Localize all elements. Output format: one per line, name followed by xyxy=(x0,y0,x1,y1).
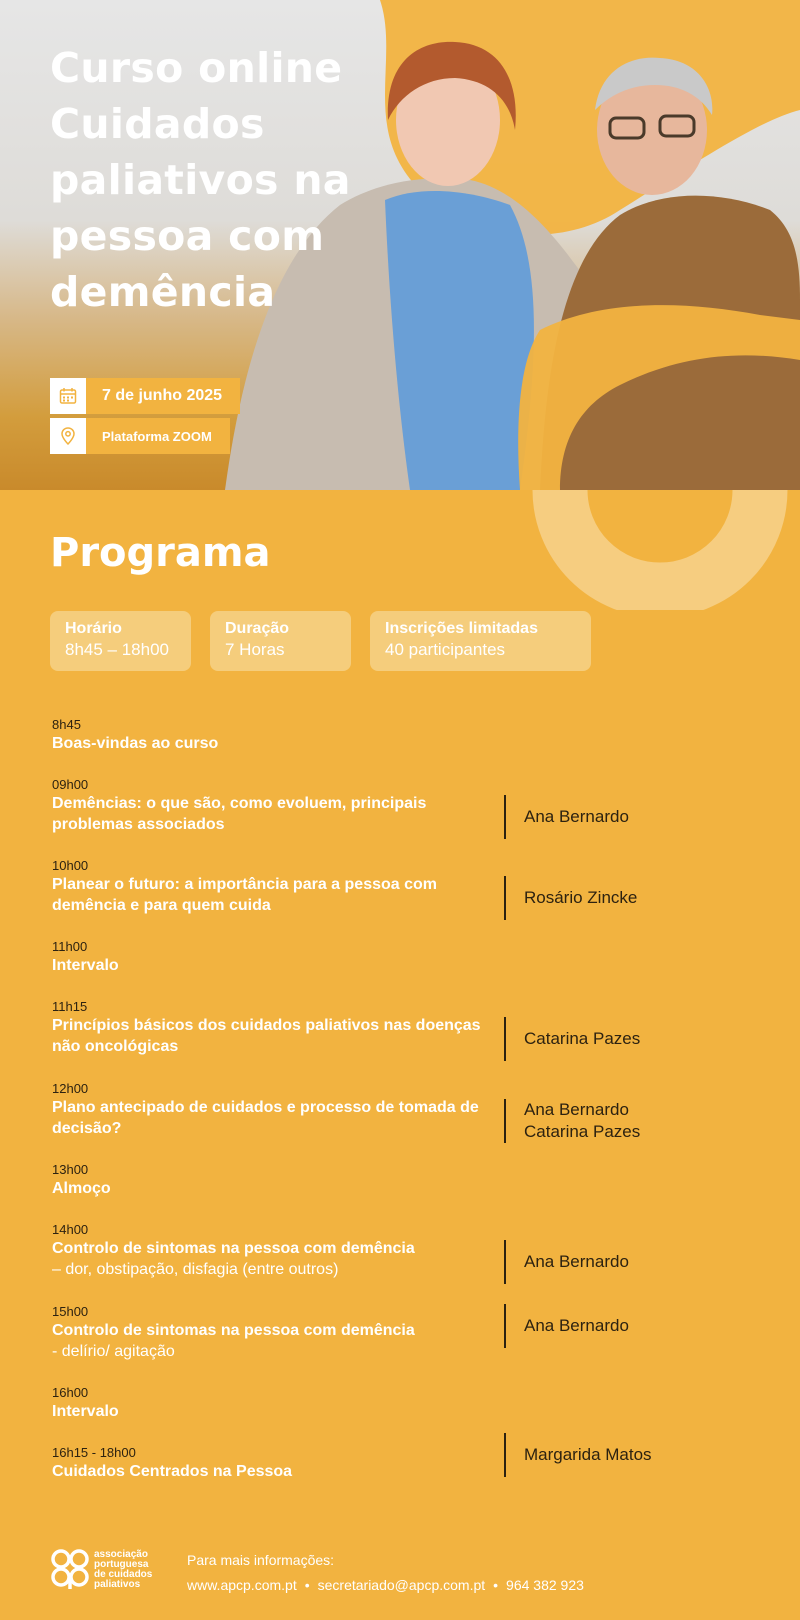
schedule-item xyxy=(52,1385,752,1422)
item-time: 11h00 xyxy=(52,939,88,954)
schedule-item xyxy=(52,939,752,976)
speaker-name: Ana Bernardo xyxy=(504,1240,629,1284)
footer xyxy=(0,1530,800,1620)
course-title xyxy=(50,40,430,320)
org-name-line: associação xyxy=(94,1549,148,1560)
schedule-item xyxy=(52,1222,752,1280)
item-subtitle: – dor, obstipação, disfagia (entre outros) xyxy=(52,1261,339,1278)
item-title: Cuidados Centrados na Pessoa xyxy=(52,1463,293,1480)
schedule-item xyxy=(52,858,752,916)
duration-card xyxy=(210,611,351,671)
item-subtitle: - delírio/ agitação xyxy=(52,1343,175,1360)
phone-number[interactable]: 964 382 923 xyxy=(506,1577,584,1593)
item-time: 14h00 xyxy=(52,1222,89,1237)
program-title: Programa xyxy=(50,530,271,576)
item-title: Boas-vindas ao curso xyxy=(52,735,219,752)
location-pin-icon xyxy=(50,418,86,454)
title-line: pessoa com xyxy=(50,212,325,260)
item-title: Princípios básicos dos cuidados paliativos nas doenças não oncológicas xyxy=(52,1017,481,1055)
stat-label: Horário xyxy=(65,620,122,637)
org-name-line: paliativos xyxy=(94,1579,141,1590)
speaker-name: Ana Bernardo xyxy=(524,1100,629,1119)
org-name xyxy=(94,1550,184,1590)
item-time: 16h00 xyxy=(52,1385,89,1400)
item-time: 10h00 xyxy=(52,858,89,873)
schedule-item xyxy=(52,1304,752,1362)
title-line: demência xyxy=(50,268,276,316)
item-time: 11h15 xyxy=(52,999,88,1014)
date-text: 7 de junho 2025 xyxy=(86,378,240,414)
item-title: Demências: o que são, como evoluem, principais problemas associados xyxy=(52,795,427,833)
org-name-line: de cuidados xyxy=(94,1569,153,1580)
separator: • xyxy=(493,1577,499,1593)
speaker-name: Rosário Zincke xyxy=(504,876,637,920)
separator: • xyxy=(304,1577,310,1593)
item-title: Controlo de sintomas na pessoa com demência xyxy=(52,1240,415,1257)
platform-text: Plataforma ZOOM xyxy=(86,418,230,454)
registration-card xyxy=(370,611,591,671)
item-title: Intervalo xyxy=(52,1403,119,1420)
item-title: Controlo de sintomas na pessoa com demência xyxy=(52,1322,415,1339)
speaker-name: Ana Bernardo xyxy=(504,1304,629,1348)
stat-value: 8h45 – 18h00 xyxy=(65,640,169,659)
title-line: paliativos na xyxy=(50,156,351,204)
website-link[interactable]: www.apcp.com.pt xyxy=(187,1577,297,1593)
stat-label: Duração xyxy=(225,620,290,637)
item-time: 13h00 xyxy=(52,1162,89,1177)
item-time: 09h00 xyxy=(52,777,89,792)
speaker-names xyxy=(504,1099,640,1143)
schedule-item xyxy=(52,1445,752,1482)
item-time: 16h15 - 18h00 xyxy=(52,1445,136,1460)
schedule-item xyxy=(52,999,752,1057)
item-time: 12h00 xyxy=(52,1081,89,1096)
schedule-item xyxy=(52,1081,752,1139)
schedule-item xyxy=(52,717,752,754)
item-time: 15h00 xyxy=(52,1304,89,1319)
contact-label: Para mais informações: xyxy=(187,1552,335,1568)
item-title: Planear o futuro: a importância para a pessoa com demência e para quem cuida xyxy=(52,876,437,914)
org-name-line: portuguesa xyxy=(94,1559,149,1570)
speaker-name: Catarina Pazes xyxy=(524,1122,641,1141)
item-time: 8h45 xyxy=(52,717,81,732)
item-title: Intervalo xyxy=(52,957,119,974)
platform-badge xyxy=(50,418,230,454)
speaker-name: Catarina Pazes xyxy=(504,1017,640,1061)
email-link[interactable]: secretariado@apcp.com.pt xyxy=(317,1577,486,1593)
stat-label: Inscrições limitadas xyxy=(385,620,538,637)
item-title: Almoço xyxy=(52,1180,111,1197)
ring-decoration xyxy=(520,330,800,610)
title-line: Cuidados xyxy=(50,100,265,148)
title-line: Curso online xyxy=(50,44,343,92)
stat-value: 40 participantes xyxy=(385,640,506,659)
stat-value: 7 Horas xyxy=(225,640,285,659)
schedule-hours-card xyxy=(50,611,191,671)
schedule-item xyxy=(52,777,752,835)
date-badge xyxy=(50,378,240,414)
item-title: Plano antecipado de cuidados e processo de tomada de decisão? xyxy=(52,1099,479,1137)
calendar-icon xyxy=(50,378,86,414)
contact-details xyxy=(187,1577,584,1593)
speaker-name: Margarida Matos xyxy=(504,1433,652,1477)
schedule-item xyxy=(52,1162,752,1199)
apcp-logo-icon xyxy=(50,1548,90,1590)
speaker-name: Ana Bernardo xyxy=(504,795,629,839)
